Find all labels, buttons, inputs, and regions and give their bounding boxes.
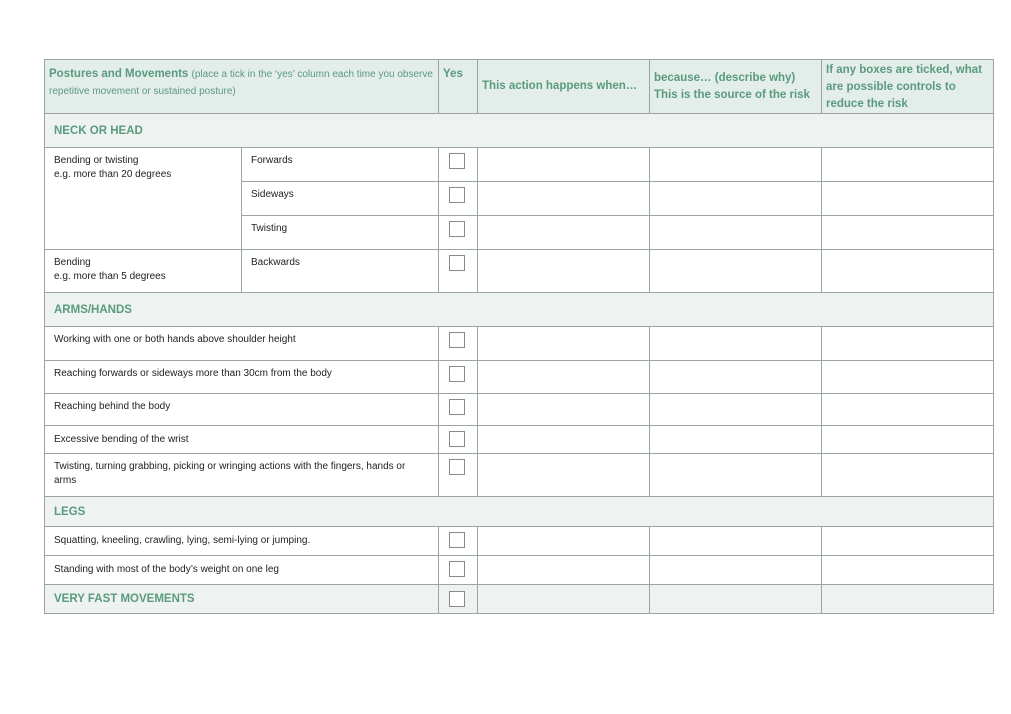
yes-cell (439, 250, 478, 293)
yes-cell (439, 556, 478, 585)
neck-sideways-label: Sideways (242, 182, 439, 216)
header-because-line1: because… (describe why) (654, 71, 796, 84)
controls-field[interactable] (822, 426, 994, 454)
yes-checkbox-arms-1[interactable] (449, 332, 465, 348)
section-title-arms: ARMS/HANDS (45, 293, 994, 327)
section-row-fast (45, 585, 994, 614)
yes-cell (439, 527, 478, 556)
arms-item-label: Working with one or both hands above shoulder height (45, 327, 439, 361)
neck-group1-label: Bending or twisting e.g. more than 20 degrees (45, 148, 242, 250)
yes-checkbox-neck-forwards[interactable] (449, 153, 465, 169)
legs-item-label: Squatting, kneeling, crawling, lying, semi-lying or jumping. (45, 527, 439, 556)
section-row-legs (45, 497, 994, 527)
because-field[interactable] (650, 585, 822, 614)
header-because-line2: This is the source of the risk (654, 88, 810, 101)
section-title-legs: LEGS (45, 497, 994, 527)
yes-cell (439, 216, 478, 250)
arms-item-label: Reaching behind the body (45, 394, 439, 426)
action-happens-field[interactable] (478, 454, 650, 497)
controls-field[interactable] (822, 527, 994, 556)
because-field[interactable] (650, 182, 822, 216)
posture-assessment-table (44, 59, 994, 614)
because-field[interactable] (650, 556, 822, 585)
action-happens-field[interactable] (478, 148, 650, 182)
controls-field[interactable] (822, 585, 994, 614)
neck-twisting-label: Twisting (242, 216, 439, 250)
yes-checkbox-arms-5[interactable] (449, 459, 465, 475)
section-title-fast: VERY FAST MOVEMENTS (45, 585, 439, 614)
action-happens-field[interactable] (478, 250, 650, 293)
action-happens-field[interactable] (478, 556, 650, 585)
table-row (45, 527, 994, 556)
controls-field[interactable] (822, 556, 994, 585)
table-row (45, 250, 994, 293)
controls-field[interactable] (822, 361, 994, 394)
arms-item-label: Excessive bending of the wrist (45, 426, 439, 454)
action-happens-field[interactable] (478, 361, 650, 394)
header-action-happens: This action happens when… (478, 60, 650, 114)
section-row-arms (45, 293, 994, 327)
controls-field[interactable] (822, 148, 994, 182)
action-happens-field[interactable] (478, 182, 650, 216)
table-row (45, 556, 994, 585)
yes-checkbox-neck-backwards[interactable] (449, 255, 465, 271)
yes-checkbox-neck-twisting[interactable] (449, 221, 465, 237)
yes-cell (439, 454, 478, 497)
yes-checkbox-fast[interactable] (449, 591, 465, 607)
controls-field[interactable] (822, 182, 994, 216)
arms-item-label: Twisting, turning grabbing, picking or wringing actions with the fingers, hands or arms (45, 454, 439, 497)
because-field[interactable] (650, 148, 822, 182)
neck-group2-label: Bending e.g. more than 5 degrees (45, 250, 242, 293)
legs-item-label: Standing with most of the body’s weight on one leg (45, 556, 439, 585)
yes-checkbox-neck-sideways[interactable] (449, 187, 465, 203)
table-row (45, 148, 994, 182)
table-row (45, 327, 994, 361)
because-field[interactable] (650, 527, 822, 556)
yes-checkbox-arms-4[interactable] (449, 431, 465, 447)
yes-cell (439, 182, 478, 216)
controls-field[interactable] (822, 216, 994, 250)
header-postures-movements (45, 60, 439, 114)
yes-cell (439, 361, 478, 394)
yes-checkbox-legs-1[interactable] (449, 532, 465, 548)
section-row-neck (45, 114, 994, 148)
table-row (45, 426, 994, 454)
header-row (45, 60, 994, 114)
neck-forwards-label: Forwards (242, 148, 439, 182)
because-field[interactable] (650, 454, 822, 497)
because-field[interactable] (650, 216, 822, 250)
header-yes: Yes (439, 60, 478, 114)
controls-field[interactable] (822, 327, 994, 361)
header-controls: If any boxes are ticked, what are possible controls to reduce the risk (822, 60, 994, 114)
table-row (45, 454, 994, 497)
action-happens-field[interactable] (478, 527, 650, 556)
yes-cell (439, 585, 478, 614)
action-happens-field[interactable] (478, 327, 650, 361)
table-row (45, 394, 994, 426)
because-field[interactable] (650, 250, 822, 293)
yes-cell (439, 394, 478, 426)
header-because (650, 60, 822, 114)
section-title-neck: NECK OR HEAD (45, 114, 994, 148)
yes-checkbox-arms-2[interactable] (449, 366, 465, 382)
action-happens-field[interactable] (478, 426, 650, 454)
header-postures-title: Postures and Movements (49, 68, 189, 80)
yes-cell (439, 426, 478, 454)
yes-checkbox-legs-2[interactable] (449, 561, 465, 577)
neck-backwards-label: Backwards (242, 250, 439, 293)
header-postures-note: (place a tick in the ‘yes’ column each time you observe repetitive movement or sustained posture) (49, 69, 433, 97)
action-happens-field[interactable] (478, 585, 650, 614)
because-field[interactable] (650, 426, 822, 454)
because-field[interactable] (650, 361, 822, 394)
action-happens-field[interactable] (478, 216, 650, 250)
arms-item-label: Reaching forwards or sideways more than 30cm from the body (45, 361, 439, 394)
yes-cell (439, 148, 478, 182)
because-field[interactable] (650, 327, 822, 361)
yes-checkbox-arms-3[interactable] (449, 399, 465, 415)
controls-field[interactable] (822, 454, 994, 497)
controls-field[interactable] (822, 250, 994, 293)
yes-cell (439, 327, 478, 361)
table-row (45, 361, 994, 394)
controls-field[interactable] (822, 394, 994, 426)
because-field[interactable] (650, 394, 822, 426)
action-happens-field[interactable] (478, 394, 650, 426)
